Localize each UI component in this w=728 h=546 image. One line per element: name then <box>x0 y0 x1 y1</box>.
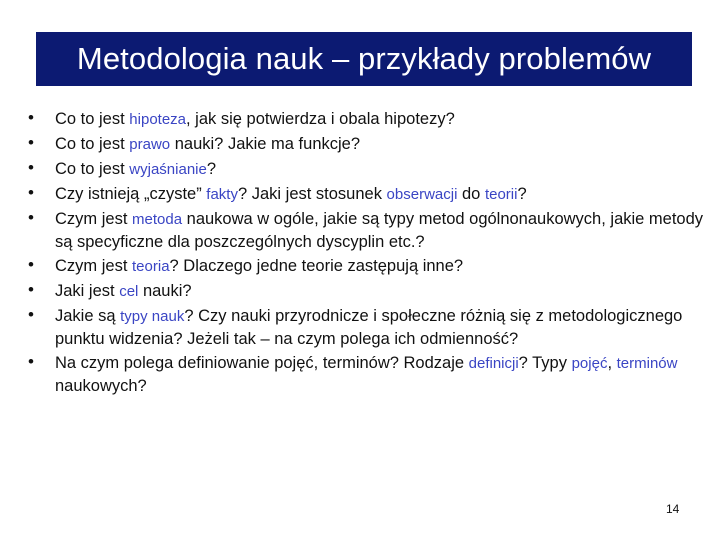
bullet-text: ? Typy <box>518 354 572 372</box>
bullet-text: naukowych? <box>55 377 147 395</box>
keyword-term: prawo <box>129 136 171 153</box>
bullet-text: Jaki jest <box>55 282 120 300</box>
bullet-text: Co to jest <box>55 110 130 128</box>
bullet-text: Jakie są <box>55 307 121 325</box>
bullet-text: Co to jest <box>55 135 130 153</box>
keyword-term: cel <box>119 283 139 300</box>
bullet-text: do <box>457 185 485 203</box>
bullet-dot-icon: • <box>28 108 34 127</box>
keyword-term: typy nauk <box>120 308 185 325</box>
keyword-term: obserwacji <box>386 186 458 203</box>
keyword-term: pojęć <box>571 355 608 372</box>
bullet-dot-icon: • <box>28 280 34 299</box>
bullet-item <box>28 183 713 206</box>
keyword-term: metoda <box>132 211 183 228</box>
bullet-dot-icon: • <box>28 133 34 152</box>
bullet-text: ? <box>206 160 217 178</box>
bullet-text: naukowa w ogóle, jakie są typy metod ogólnonaukowych, jakie metody są specyficzne dla poszczególnych dyscyplin etc.? <box>55 210 704 251</box>
bullet-text: Czym jest <box>55 257 133 275</box>
keyword-term: terminów <box>616 355 678 372</box>
bullet-item <box>28 280 713 303</box>
bullet-text: Czy istnieją „czyste” <box>55 185 207 203</box>
bullet-text: Czym jest <box>55 210 133 228</box>
bullet-text: , jak się potwierdza i obala hipotezy? <box>186 110 455 128</box>
bullet-list <box>28 108 713 399</box>
page-number: 14 <box>666 502 680 516</box>
bullet-item <box>28 108 713 131</box>
bullet-item <box>28 133 713 156</box>
slide-title: Metodologia nauk – przykłady problemów <box>76 41 652 76</box>
keyword-term: fakty <box>206 186 238 203</box>
bullet-text: nauki? <box>138 282 192 300</box>
bullet-text: ? Jaki jest stosunek <box>237 185 387 203</box>
bullet-item <box>28 255 713 278</box>
bullet-text: nauki? Jakie ma funkcje? <box>170 135 361 153</box>
bullet-text: ? <box>517 185 527 203</box>
slide-title-bar <box>36 32 692 86</box>
bullet-text: ? Dlaczego jedne teorie zastępują inne? <box>169 257 464 275</box>
bullet-item <box>28 158 713 181</box>
bullet-dot-icon: • <box>28 352 34 371</box>
bullet-dot-icon: • <box>28 305 34 324</box>
bullet-text: ? Czy nauki przyrodnicze i społeczne różnią się z metodologicznego punktu widzenia? Jeżeli tak – na czym polega ich odmienność? <box>55 307 683 348</box>
bullet-dot-icon: • <box>28 255 34 274</box>
keyword-term: definicji <box>468 355 519 372</box>
bullet-dot-icon: • <box>28 158 34 177</box>
bullet-dot-icon: • <box>28 183 34 202</box>
keyword-term: hipoteza <box>129 111 187 128</box>
bullet-text: Na czym polega definiowanie pojęć, terminów? Rodzaje <box>55 354 469 372</box>
bullet-item <box>28 208 713 253</box>
keyword-term: teoria <box>132 258 170 275</box>
bullet-dot-icon: • <box>28 208 34 227</box>
keyword-term: teorii <box>484 186 518 203</box>
keyword-term: wyjaśnianie <box>129 161 207 178</box>
bullet-item <box>28 352 713 397</box>
bullet-text: Co to jest <box>55 160 130 178</box>
bullet-item <box>28 305 713 350</box>
bullet-text: , <box>607 354 617 372</box>
